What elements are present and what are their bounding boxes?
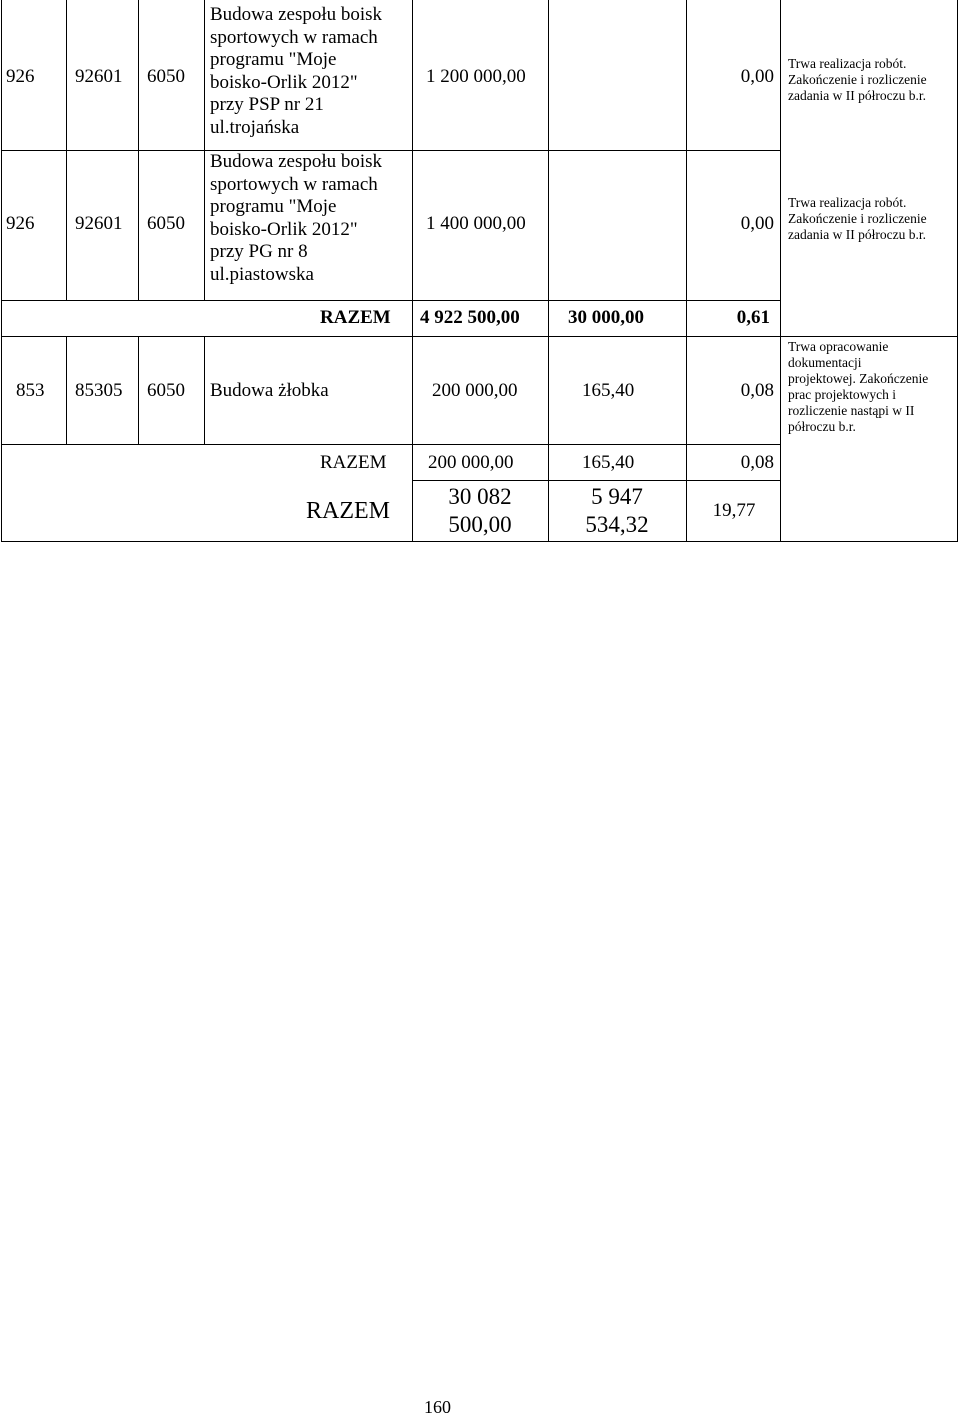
cell-procent: 0,00: [740, 213, 774, 234]
cell-procent: 0,08: [740, 380, 774, 401]
cell-dzial: 926: [6, 213, 35, 234]
cell-paragraf: 6050: [147, 66, 185, 87]
subtotal-procent: 0,08: [740, 452, 774, 473]
cell-rozdzial: 92601: [75, 213, 123, 234]
grand-total-procent: 19,77: [712, 500, 756, 521]
cell-opis: Budowa zespołu boisk sportowych w ramach programu "Moje boisko-Orlik 2012" przy PG nr 8 ul.piastowska: [210, 151, 383, 285]
cell-paragraf: 6050: [147, 213, 185, 234]
cell-paragraf: 6050: [147, 380, 185, 401]
cell-wykonanie: 165,40: [582, 380, 635, 401]
cell-opis: Budowa żłobka: [210, 380, 329, 401]
subtotal-wykonanie: 165,40: [582, 452, 635, 473]
cell-plan: 200 000,00: [432, 380, 518, 401]
cell-uwagi: Trwa opracowanie dokumentacji projektowej. Zakończenie prac projektowych i rozliczenie nastąpi w II półroczu b.r.: [788, 339, 929, 434]
cell-plan: 1 200 000,00: [426, 66, 526, 87]
cell-rozdzial: 85305: [75, 380, 123, 401]
grand-total-plan: 30 082 500,00: [448, 484, 512, 537]
cell-opis: Budowa zespołu boisk sportowych w ramach programu "Moje boisko-Orlik 2012" przy PSP nr 21 ul.trojańska: [210, 4, 383, 138]
cell-dzial: 926: [6, 66, 35, 87]
cell-rozdzial: 92601: [75, 66, 123, 87]
page-number: 160: [424, 1397, 451, 1417]
cell-uwagi: Trwa realizacja robót. Zakończenie i rozliczenie zadania w II półroczu b.r.: [788, 195, 927, 242]
cell-uwagi: Trwa realizacja robót. Zakończenie i rozliczenie zadania w II półroczu b.r.: [788, 56, 927, 103]
subtotal-procent: 0,61: [736, 307, 770, 328]
subtotal-label: RAZEM: [320, 307, 391, 328]
cell-procent: 0,00: [740, 66, 774, 87]
grand-total-wykonanie: 5 947 534,32: [585, 484, 649, 537]
grand-total-label: RAZEM: [306, 498, 390, 524]
subtotal-wykonanie: 30 000,00: [568, 307, 644, 328]
subtotal-plan: 4 922 500,00: [420, 307, 520, 328]
cell-dzial: 853: [16, 380, 45, 401]
subtotal-label: RAZEM: [320, 452, 387, 473]
subtotal-plan: 200 000,00: [428, 452, 514, 473]
cell-plan: 1 400 000,00: [426, 213, 526, 234]
